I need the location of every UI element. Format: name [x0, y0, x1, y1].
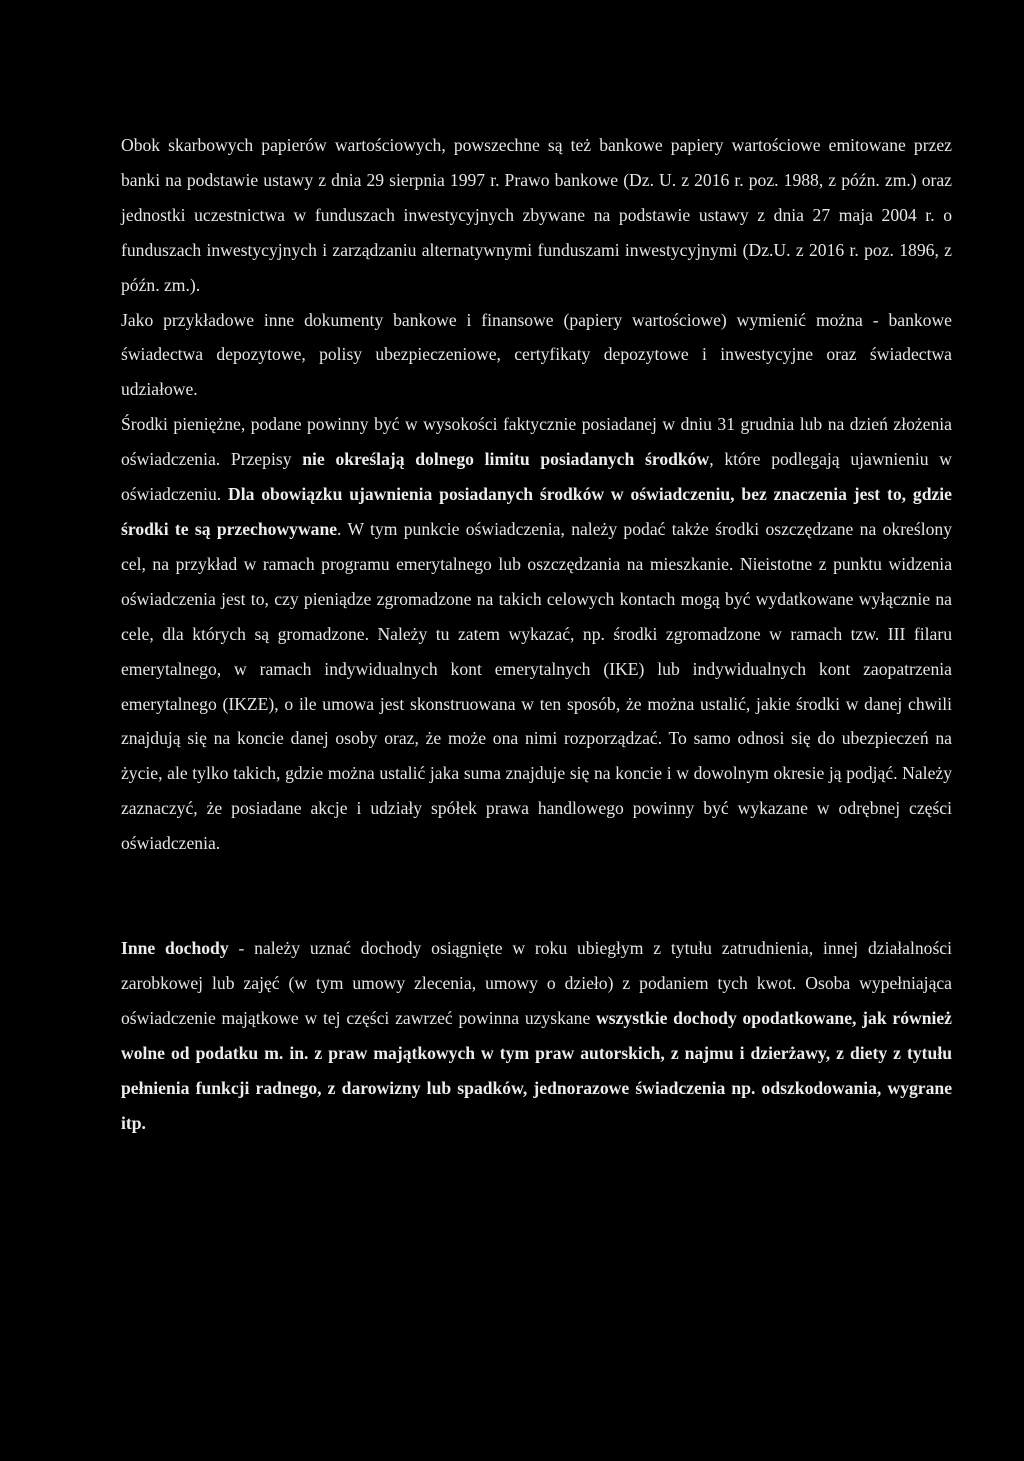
paragraph-securities: Obok skarbowych papierów wartościowych, powszechne są też bankowe papiery wartościowe emitowane przez banki na podstawie ustawy z dnia 29 sierpnia 1997 r. Prawo bankowe (Dz. U. z 2016 r. poz. 1988, z późn. zm.) oraz jednostki uczestnictwa w funduszach inwestycyjnych zbywane na podstawie ustawy z dnia 27 maja 2004 r. o funduszach inwestycyjnych i zarządzaniu alternatywnymi funduszami inwestycyjnymi (Dz.U. z 2016 r. poz. 1896, z późn. zm.). — [121, 135, 952, 295]
text-span: Środki pieniężne, podane powinny być w wysokości faktycznie posiadanej w dniu 31 grudnia lub na dzień złożenia oświadczenia. Przepisy — [121, 414, 952, 470]
bold-text: Dla obowiązku ujawnienia posiadanych środków w oświadczeniu, bez znaczenia jest to, gdzie środki te są przechowywane — [121, 484, 952, 539]
text-span: , które podlegają ujawnieniu w oświadczeniu. — [121, 449, 952, 505]
paragraph-spacer — [121, 861, 952, 931]
bold-text: wszystkie dochody opodatkowane, jak również wolne od podatku m. in. z praw majątkowych w tym praw autorskich, z najmu i dzierżawy, z diety z tytułu pełnienia funkcji radnego, z darowizny lub spadków, jednorazowe świadczenia np. odszkodowania, wygrane itp. — [121, 1007, 952, 1133]
paragraph-bank-documents: Jako przykładowe inne dokumenty bankowe i finansowe (papiery wartościowe) wymienić można - bankowe świadectwa depozytowe, polisy ubezpieczeniowe, certyfikaty depozytowe i inwestycyjne oraz świadectwa udziałowe. — [121, 309, 952, 400]
paragraph-cash-funds — [121, 407, 952, 861]
text-span: . W tym punkcie oświadczenia, należy podać także środki oszczędzane na określony cel, na przykład w ramach programu emerytalnego lub oszczędzania na mieszkanie. Nieistotne z punktu widzenia oświadczenia jest to, czy pieniądze zgromadzone na takich celowych kontach mogą być wydatkowane wyłącznie na cele, dla których są gromadzone. Należy tu zatem wykazać, np. środki zgromadzone w ramach tzw. III filaru emerytalnego, w ramach indywidualnych kont emerytalnych (IKE) lub indywidualnych kont zaopatrzenia emerytalnego (IKZE), o ile umowa jest skonstruowana w ten sposób, że można ustalić, jakie środki w danej chwili znajdują się na koncie danej osoby oraz, że może ona nimi rozporządzać. To samo odnosi się do ubezpieczeń na życie, ale tylko takich, gdzie można ustalić jaka suma znajduje się na koncie i w dowolnym okresie ją podjąć. Należy zaznaczyć, że posiadane akcje i udziały spółek prawa handlowego powinny być wykazane w odrębnej części oświadczenia. — [121, 518, 952, 854]
document-page — [121, 128, 952, 1140]
paragraph-other-income — [121, 931, 952, 1140]
bold-text: nie określają dolnego limitu posiadanych środków — [302, 449, 710, 470]
text-span: - należy uznać dochody osiągnięte w roku ubiegłym z tytułu zatrudnienia, innej działalności zarobkowej lub zajęć (w tym umowy zlecenia, umowy o dzieło) z podaniem tych kwot. Osoba wypełniająca oświadczenie majątkowe w tej części zawrzeć powinna uzyskane — [121, 938, 952, 1028]
bold-text: Inne dochody — [121, 938, 229, 959]
